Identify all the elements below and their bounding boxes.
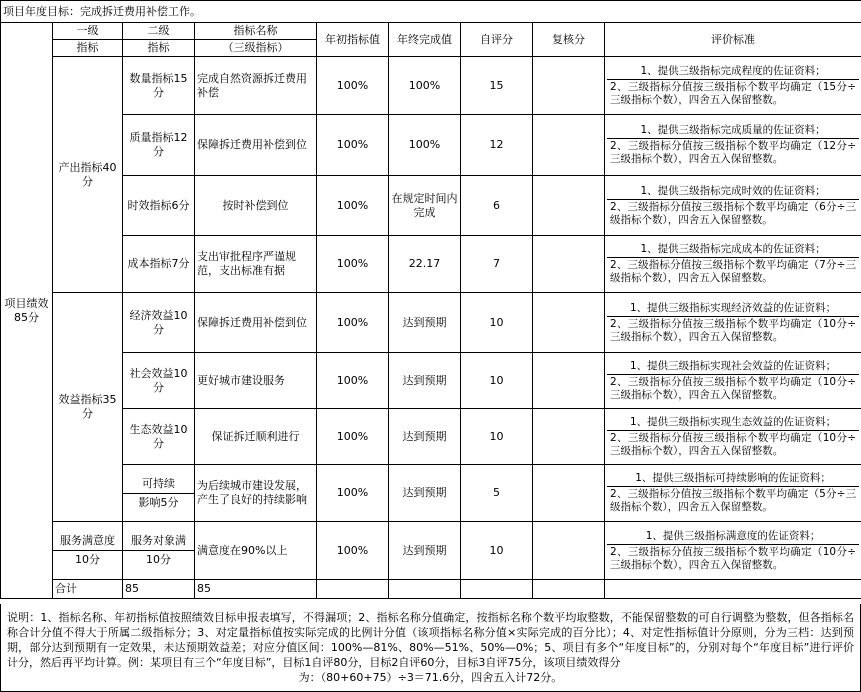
review-score-cell (533, 57, 605, 115)
final-cell: 达到预期 (389, 465, 461, 522)
group-output: 产出指标40分 (53, 57, 123, 293)
total-label: 合计 (53, 580, 123, 599)
level2-top: 可持续 (123, 475, 194, 494)
criteria-line-2: 2、三级指标分值按三级指标个数平均确定（6分÷三级指标个数），四舍五入保留整数。 (610, 200, 857, 226)
self-score-cell: 10 (461, 522, 533, 580)
level2-top: 服务对象满 (123, 532, 194, 551)
table-row (1, 115, 861, 176)
self-score-cell: 5 (461, 465, 533, 522)
criteria-line-2: 2、三级指标分值按三级指标个数平均确定（10分÷三级指标个数），四舍五入保留整数。 (610, 545, 857, 571)
annual-goal-row (1, 1, 861, 23)
criteria-cell (605, 522, 861, 580)
level2-bottom: 10分 (146, 553, 171, 566)
total-level1: 85 (123, 580, 195, 599)
group-benefit: 效益指标35分 (53, 293, 123, 522)
review-score-cell (533, 465, 605, 522)
note-body: 说明：1、指标名称、年初指标值按照绩效目标申报表填写，不得漏项；2、指标名称分值确定，按指标名称个数平均取整数，不能保留整数的可自行调整为整数，但各指标名称合计分值不得大于所属二级指标分；3、对定量指标值按实际完成的比例计分值（该项指标名称分值×实际完成的百分比）；4、对定性指标值计分原则，分为三档：达到预期，部分达到预期有一定效果，未达预期效益差；对应分值区间：100%—81%、80%—51%、50%—0%；5、项目有多个“年度目标”的，分别对每个“年度目标”进行评价计分，然后再平均计算。例：某项目有三个“年度目标”，目标1自评80分，目标2自评60分，目标3自评75分，该项目绩效得分 (7, 611, 854, 669)
level2-cell: 生态效益10分 (123, 409, 195, 465)
table-row (1, 176, 861, 236)
initial-cell: 100% (317, 176, 389, 236)
self-score-cell: 10 (461, 409, 533, 465)
indicator-cell: 按时补偿到位 (195, 176, 317, 236)
table-row (1, 57, 861, 115)
header-row-1 (1, 23, 861, 40)
indicator-cell: 为后续城市建设发展，产生了良好的持续影响 (195, 465, 317, 522)
self-score-cell: 6 (461, 176, 533, 236)
initial-cell: 100% (317, 522, 389, 580)
review-score-cell (533, 353, 605, 409)
initial-cell: 100% (317, 115, 389, 176)
final-cell: 100% (389, 115, 461, 176)
level2-cell: 时效指标6分 (123, 176, 195, 236)
initial-cell: 100% (317, 409, 389, 465)
criteria-line-2: 2、三级指标分值按三级指标个数平均确定（10分÷三级指标个数），四舍五入保留整数。 (610, 317, 857, 343)
indicator-cell: 满意度在90%以上 (195, 522, 317, 580)
total-row (1, 580, 861, 599)
criteria-line-2: 2、三级指标分值按三级指标个数平均确定（5分÷三级指标个数），四舍五入保留整数。 (610, 488, 857, 513)
final-cell: 100% (389, 57, 461, 115)
review-score-cell (533, 236, 605, 293)
header-level2-top: 二级 (123, 23, 195, 40)
group-satisfaction-top: 服务满意度 (53, 532, 122, 551)
initial-cell: 100% (317, 236, 389, 293)
table-row (1, 293, 861, 353)
indicator-cell: 支出审批程序严谨规范，支出标准有据 (195, 236, 317, 293)
indicator-cell: 完成自然资源拆迁费用补偿 (195, 57, 317, 115)
group-satisfaction (53, 522, 123, 580)
review-score-cell (533, 115, 605, 176)
criteria-line-2: 2、三级指标分值按三级指标个数平均确定（12分÷三级指标个数），四舍五入保留整数。 (610, 140, 857, 165)
explanation-note (0, 604, 861, 692)
level2-cell: 经济效益10分 (123, 293, 195, 353)
self-score-cell: 7 (461, 236, 533, 293)
header-initial: 年初指标值 (317, 23, 389, 57)
table-row (1, 353, 861, 409)
level2-cell: 社会效益10分 (123, 353, 195, 409)
level2-cell: 质量指标12分 (123, 115, 195, 176)
group-satisfaction-bottom: 10分 (75, 553, 100, 566)
review-score-cell (533, 293, 605, 353)
project-score: 项目绩效85分 (1, 23, 53, 599)
final-cell: 达到预期 (389, 409, 461, 465)
criteria-line-1: 1、提供三级指标实现经济效益的佐证资料； (607, 301, 859, 317)
total-empty-4 (533, 580, 605, 599)
table-row (1, 465, 861, 522)
header-level2-bottom: 指标 (123, 40, 195, 57)
final-cell: 达到预期 (389, 522, 461, 580)
level2-bottom: 影响5分 (138, 495, 179, 509)
criteria-line-2: 2、三级指标分值按三级指标个数平均确定（10分÷三级指标个数），四舍五入保留整数。 (610, 431, 857, 457)
total-empty-1 (317, 580, 389, 599)
final-cell: 达到预期 (389, 293, 461, 353)
header-indicator-bottom: （三级指标） (195, 40, 317, 57)
criteria-line-1: 1、提供三级指标满意度的佐证资料； (607, 529, 859, 545)
criteria-cell (605, 465, 861, 522)
review-score-cell (533, 522, 605, 580)
total-empty-2 (389, 580, 461, 599)
header-final: 年终完成值 (389, 23, 461, 57)
criteria-line-1: 1、提供三级指标完成时效的佐证资料； (607, 184, 859, 200)
criteria-line-1: 1、提供三级指标完成质量的佐证资料； (607, 123, 859, 139)
criteria-line-2: 2、三级指标分值按三级指标个数平均确定（7分÷三级指标个数），四舍五入保留整数。 (610, 259, 857, 284)
self-score-cell: 10 (461, 293, 533, 353)
self-score-cell: 10 (461, 353, 533, 409)
criteria-line-2: 2、三级指标分值按三级指标个数平均确定（15分÷三级指标个数），四舍五入保留整数。 (610, 80, 857, 106)
criteria-cell (605, 409, 861, 465)
criteria-cell (605, 293, 861, 353)
indicator-cell: 保障拆迁费用补偿到位 (195, 293, 317, 353)
header-level1-bottom: 指标 (53, 40, 123, 57)
review-score-cell (533, 409, 605, 465)
criteria-line-1: 1、提供三级指标实现生态效益的佐证资料； (607, 415, 859, 431)
criteria-line-1: 1、提供三级指标可持续影响的佐证资料； (607, 471, 859, 487)
note-formula: 为：（80+60+75）÷3＝71.6分，四舍五入计72分。 (298, 671, 563, 684)
table-row (1, 409, 861, 465)
initial-cell: 100% (317, 353, 389, 409)
final-cell: 在规定时间内完成 (389, 176, 461, 236)
header-review: 复核分 (533, 23, 605, 57)
header-indicator-top: 指标名称 (195, 23, 317, 40)
criteria-cell (605, 176, 861, 236)
criteria-line-2: 2、三级指标分值按三级指标个数平均确定（10分÷三级指标个数），四舍五入保留整数。 (610, 375, 857, 401)
total-empty-3 (461, 580, 533, 599)
header-self: 自评分 (461, 23, 533, 57)
initial-cell: 100% (317, 465, 389, 522)
final-cell: 22.17 (389, 236, 461, 293)
indicator-cell: 保障拆迁费用补偿到位 (195, 115, 317, 176)
initial-cell: 100% (317, 57, 389, 115)
review-score-cell (533, 176, 605, 236)
criteria-cell (605, 236, 861, 293)
criteria-cell (605, 353, 861, 409)
self-score-cell: 12 (461, 115, 533, 176)
level2-cell: 数量指标15分 (123, 57, 195, 115)
level2-cell (123, 465, 195, 522)
criteria-line-1: 1、提供三级指标完成成本的佐证资料； (607, 242, 859, 258)
table-row (1, 236, 861, 293)
indicator-cell: 保证拆迁顺利进行 (195, 409, 317, 465)
table-row (1, 522, 861, 580)
final-cell: 达到预期 (389, 353, 461, 409)
header-level1-top: 一级 (53, 23, 123, 40)
annual-goal: 项目年度目标：完成拆迁费用补偿工作。 (1, 1, 861, 23)
level2-cell: 成本指标7分 (123, 236, 195, 293)
self-score-cell: 15 (461, 57, 533, 115)
indicator-cell: 更好城市建设服务 (195, 353, 317, 409)
criteria-cell (605, 115, 861, 176)
criteria-cell (605, 57, 861, 115)
criteria-line-1: 1、提供三级指标实现社会效益的佐证资料； (607, 359, 859, 375)
header-criteria: 评价标准 (605, 23, 861, 57)
total-level2: 85 (195, 580, 317, 599)
criteria-line-1: 1、提供三级指标完成程度的佐证资料； (607, 64, 859, 80)
total-empty-5 (605, 580, 861, 599)
level2-cell (123, 522, 195, 580)
initial-cell: 100% (317, 293, 389, 353)
